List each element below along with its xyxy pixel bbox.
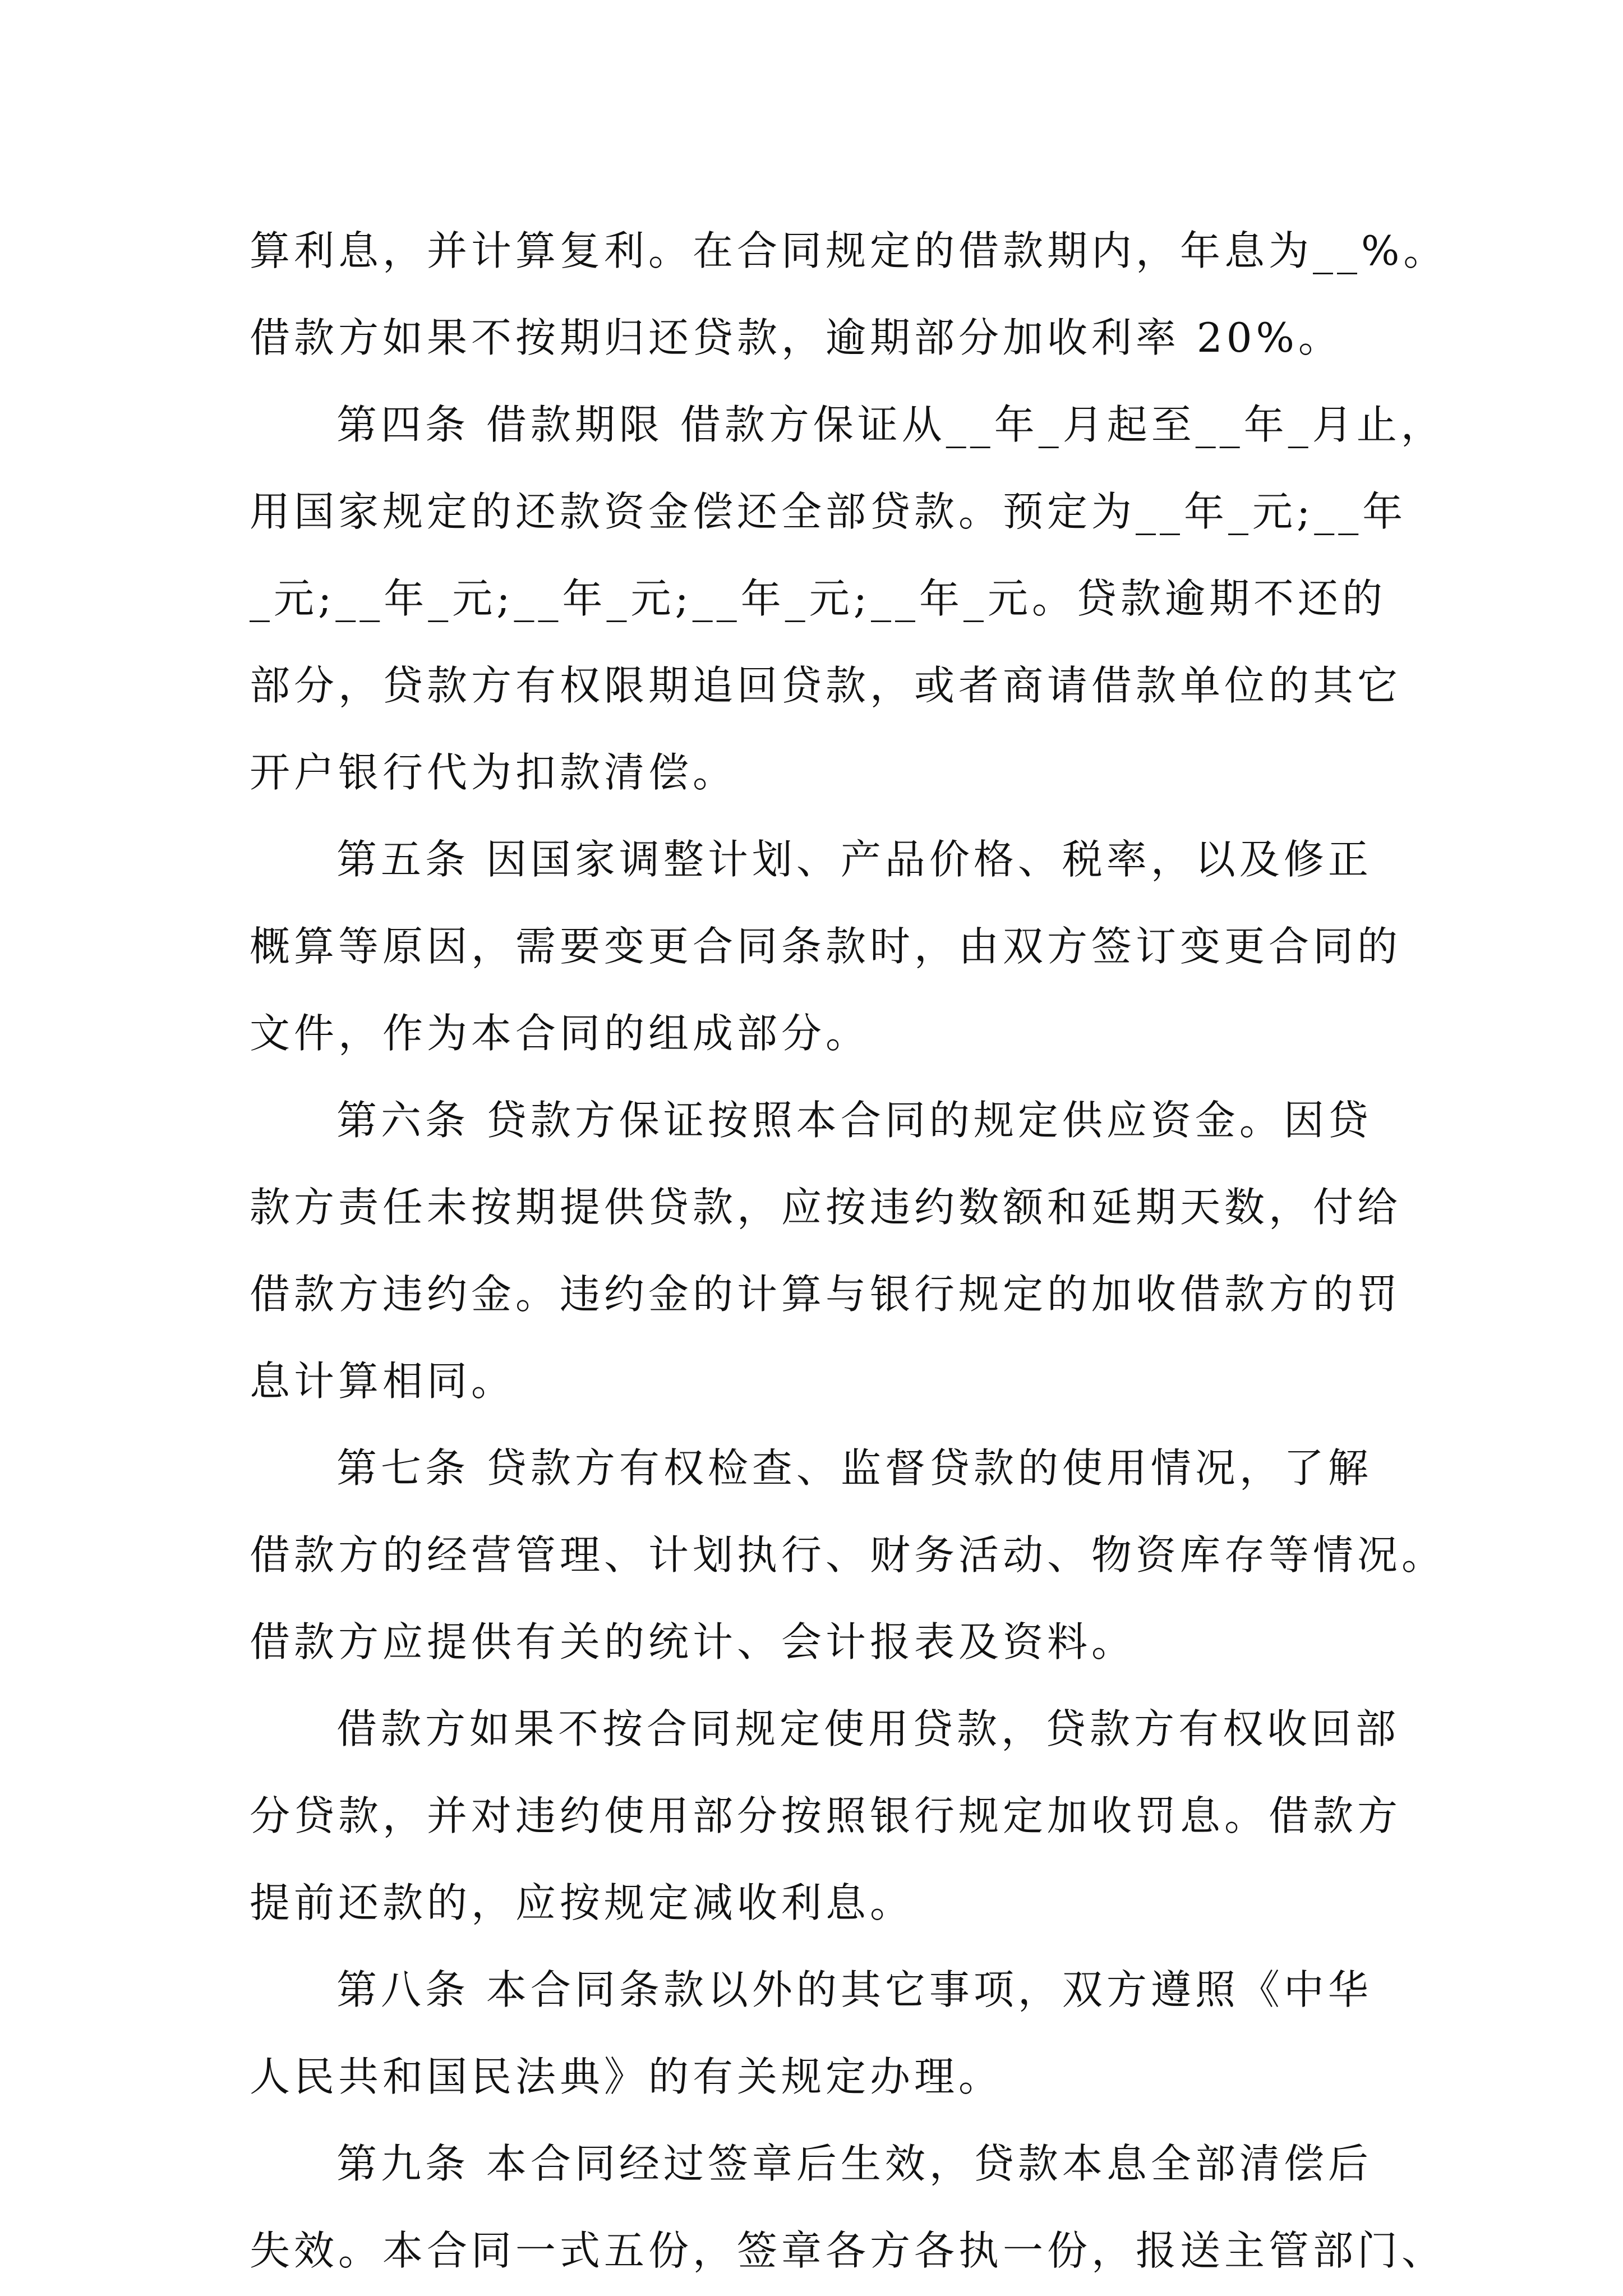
text-line: 提前还款的，应按规定减收利息。 bbox=[250, 1879, 915, 1926]
text-line: 借款方违约金。违约金的计算与银行规定的加收借款方的罚 bbox=[250, 1271, 1402, 1318]
text-line: 第九条 本合同经过签章后生效，贷款本息全部清偿后 bbox=[336, 2140, 1372, 2187]
text-line: 借款方如果不按合同规定使用贷款，贷款方有权收回部 bbox=[336, 1705, 1400, 1752]
text-line: 文件，作为本合同的组成部分。 bbox=[250, 1010, 870, 1057]
text-line: 息计算相同。 bbox=[250, 1358, 516, 1405]
text-line: 开户银行代为扣款清偿。 bbox=[250, 749, 737, 796]
text-line: 概算等原因，需要变更合同条款时，由双方签订变更合同的 bbox=[250, 923, 1402, 970]
text-line: 第五条 因国家调整计划、产品价格、税率，以及修正 bbox=[336, 836, 1372, 883]
text-line: 借款方的经营管理、计划执行、财务活动、物资库存等情况。 bbox=[250, 1531, 1446, 1579]
text-line: _元;__年_元;__年_元;__年_元;__年_元。贷款逾期不还的 bbox=[250, 575, 1387, 622]
text-line: 款方责任未按期提供贷款，应按违约数额和延期天数，付给 bbox=[250, 1184, 1402, 1231]
contract-body-text bbox=[250, 208, 1448, 2294]
text-line: 借款方如果不按期归还贷款，逾期部分加收利率 20%。 bbox=[250, 314, 1343, 361]
text-line: 算利息，并计算复利。在合同规定的借款期内，年息为__%。 bbox=[250, 227, 1448, 274]
text-line: 第六条 贷款方保证按照本合同的规定供应资金。因贷 bbox=[336, 1097, 1372, 1144]
text-line: 分贷款，并对违约使用部分按照银行规定加收罚息。借款方 bbox=[250, 1792, 1402, 1839]
text-line: 部分，贷款方有权限期追回贷款，或者商请借款单位的其它 bbox=[250, 662, 1402, 709]
text-line: 借款方应提供有关的统计、会计报表及资料。 bbox=[250, 1618, 1136, 1665]
text-line: 第四条 借款期限 借款方保证从__年_月起至__年_月止， bbox=[336, 401, 1445, 448]
text-line: 人民共和国民法典》的有关规定办理。 bbox=[250, 2053, 1003, 2100]
text-line: 失效。本合同一式五份，签章各方各执一份，报送主管部门、 bbox=[250, 2227, 1446, 2274]
text-line: 第七条 贷款方有权检查、监督贷款的使用情况，了解 bbox=[336, 1444, 1372, 1492]
text-line: 第八条 本合同条款以外的其它事项，双方遵照《中华 bbox=[336, 1966, 1372, 2013]
text-line: 用国家规定的还款资金偿还全部贷款。预定为__年_元;__年 bbox=[250, 488, 1407, 535]
